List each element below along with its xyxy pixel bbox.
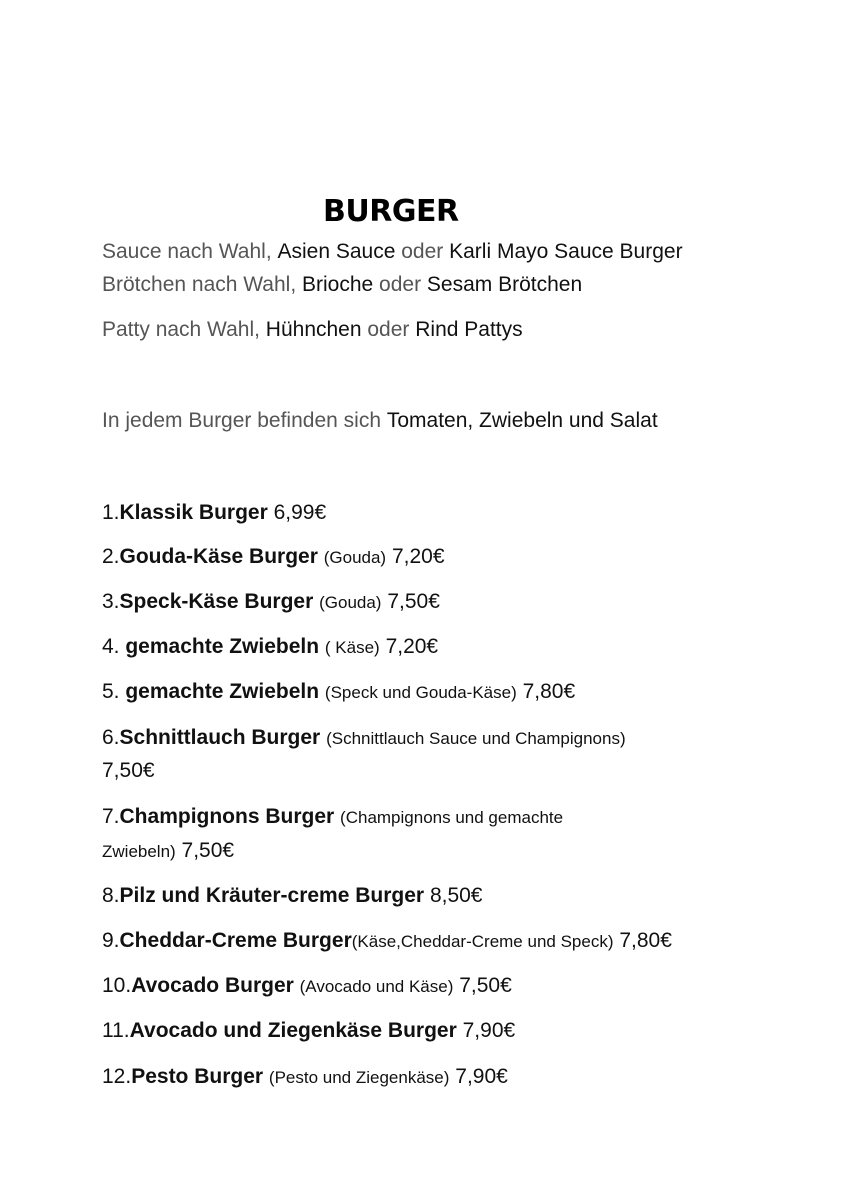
- menu-item-continuation: [102, 759, 155, 783]
- item-name: Speck-Käse Burger: [119, 590, 314, 613]
- item-name: gemachte Zwiebeln: [125, 635, 320, 658]
- menu-item: [102, 726, 626, 750]
- item-description: ( Käse): [324, 638, 380, 657]
- patty-option-1: Hühnchen: [265, 318, 362, 341]
- item-number: 1.: [102, 501, 120, 524]
- item-price: 7,50€: [181, 839, 235, 862]
- item-number: 2.: [102, 545, 120, 568]
- contents-prefix: In jedem Burger befinden sich: [102, 409, 387, 432]
- item-price: 7,90€: [462, 1019, 516, 1042]
- menu-item: [102, 501, 326, 525]
- item-description: (Käse,Cheddar-Creme und Speck): [351, 932, 614, 951]
- item-price: 7,50€: [459, 974, 512, 997]
- item-price: 8,50€: [429, 884, 483, 907]
- patty-prefix: Patty nach Wahl,: [102, 318, 266, 341]
- item-name: Gouda-Käse Burger: [119, 545, 318, 568]
- item-name: Schnittlauch Burger: [119, 726, 321, 749]
- item-name: Pesto Burger: [131, 1065, 264, 1088]
- menu-item-continuation: [102, 839, 234, 863]
- item-number: 6.: [102, 726, 120, 749]
- sauce-or: oder: [395, 240, 450, 263]
- item-price: 7,90€: [455, 1065, 508, 1088]
- item-price: 6,99€: [273, 501, 327, 524]
- item-description-continued: Zwiebeln): [102, 842, 176, 861]
- item-name: Avocado Burger: [131, 974, 294, 997]
- bread-prefix: Brötchen nach Wahl,: [102, 273, 302, 296]
- menu-item: [102, 1019, 515, 1043]
- item-description: (Pesto und Ziegenkäse): [268, 1068, 450, 1087]
- menu-item: [102, 974, 512, 998]
- bread-option-1: Brioche: [302, 273, 374, 296]
- item-price: 7,80€: [522, 680, 576, 703]
- menu-item: [102, 805, 563, 829]
- menu-item: [102, 680, 575, 704]
- item-number: 4.: [102, 635, 126, 658]
- menu-item: [102, 635, 438, 659]
- item-number: 5.: [102, 680, 126, 703]
- menu-item: [102, 884, 483, 908]
- bread-option-2: Sesam Brötchen: [426, 273, 583, 296]
- sauce-option-1: Asien Sauce: [277, 240, 396, 263]
- item-description: (Gouda): [319, 593, 382, 612]
- menu-item: [102, 545, 445, 569]
- item-number: 8.: [102, 884, 120, 907]
- item-description: (Champignons und gemachte: [340, 808, 564, 827]
- item-price: 7,20€: [391, 545, 445, 568]
- item-price: 7,80€: [619, 929, 672, 952]
- item-number: 11.: [102, 1019, 130, 1042]
- sauce-prefix: Sauce nach Wahl,: [102, 240, 278, 263]
- menu-item: [102, 929, 672, 953]
- item-description: (Gouda): [323, 548, 387, 567]
- menu-item: [102, 1065, 508, 1089]
- item-name: gemachte Zwiebeln: [125, 680, 320, 703]
- contents-items: Tomaten, Zwiebeln und Salat: [386, 409, 658, 432]
- item-price: 7,50€: [387, 590, 440, 613]
- item-number: 3.: [102, 590, 120, 613]
- item-name: Pilz und Kräuter-creme Burger: [119, 884, 425, 907]
- item-description: (Avocado und Käse): [299, 977, 454, 996]
- item-number: 9.: [102, 929, 120, 952]
- item-number: 12.: [102, 1065, 132, 1088]
- menu-item: [102, 590, 440, 614]
- item-description: (Schnittlauch Sauce und Champignons): [326, 729, 626, 748]
- item-name: Klassik Burger: [119, 501, 268, 524]
- item-price: 7,20€: [385, 635, 439, 658]
- sauce-choice-line: [102, 240, 683, 264]
- bread-choice-line: [102, 273, 582, 297]
- page-title: BURGER: [323, 194, 459, 229]
- item-name: Cheddar-Creme Burger: [119, 929, 352, 952]
- patty-option-2: Rind Pattys: [415, 318, 523, 341]
- item-price: 7,50€: [102, 759, 155, 782]
- patty-choice-line: [102, 318, 523, 342]
- item-number: 10.: [102, 974, 132, 997]
- item-description: (Speck und Gouda-Käse): [324, 683, 517, 702]
- item-name: Avocado und Ziegenkäse Burger: [129, 1019, 457, 1042]
- sauce-option-2: Karli Mayo Sauce Burger: [449, 240, 683, 263]
- patty-or: oder: [361, 318, 416, 341]
- item-name: Champignons Burger: [119, 805, 335, 828]
- bread-or: oder: [373, 273, 427, 296]
- item-number: 7.: [102, 805, 120, 828]
- contents-line: [102, 409, 658, 433]
